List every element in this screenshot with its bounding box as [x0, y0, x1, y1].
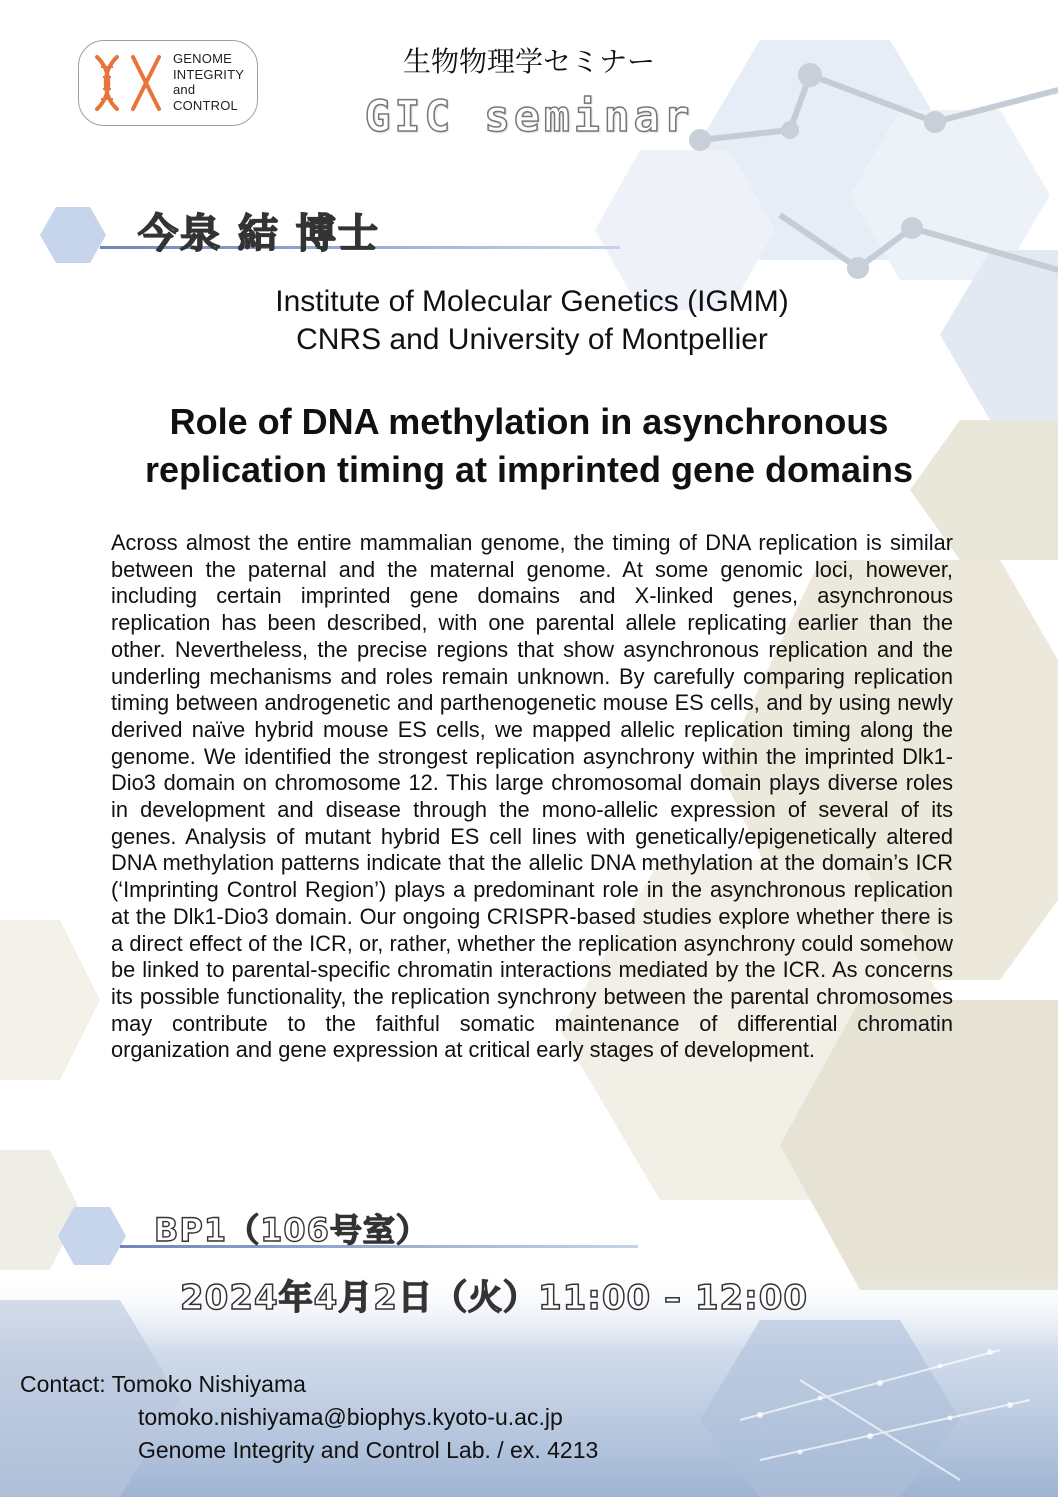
speaker-name: 今泉 結 博士	[138, 211, 380, 257]
logo-line: GENOME	[173, 51, 232, 66]
hexagon-bullet-icon	[38, 205, 108, 265]
seminar-title-jp: 生物物理学セミナー	[402, 45, 655, 78]
contact-lab: Genome Integrity and Control Lab. / ex. 4213	[138, 1437, 599, 1463]
logo-line: CONTROL	[173, 97, 238, 113]
affiliation-line: Institute of Molecular Genetics (IGMM)	[275, 285, 789, 318]
contact-block	[20, 1368, 598, 1467]
affiliation-line: CNRS and University of Montpellier	[296, 323, 768, 356]
talk-title	[90, 398, 968, 494]
contact-person: Contact: Tomoko Nishiyama	[20, 1371, 306, 1397]
event-venue: BP1（106号室）	[154, 1211, 429, 1249]
hexagon-bullet-icon	[56, 1205, 128, 1267]
talk-title-line: replication timing at imprinted gene domains	[144, 449, 914, 490]
logo-line: and	[173, 82, 196, 97]
talk-abstract: Across almost the entire mammalian genome, the timing of DNA replication is similar between the paternal and the maternal genome. At some genomic loci, however, including certain imprinted gene domains and X-linked genes, asynchronous replication has been described, with one parental allele replicating earlier than the other. Nevertheless, the precise regions that show asynchronous replication and the underling mechanisms and roles remain unknown. By carefully comparing replication timing between androgenetic and parthenogenetic mouse ES cells, and by using newly derived naïve hybrid mouse ES cells, we mapped allelic replication timing along the genome. We identified the strongest replication asynchrony within the imprinted Dlk1-Dio3 domain on chromosome 12. This large chromosomal domain plays diverse roles in development and disease through the mono-allelic expression of several of its genes. Analysis of mutant hybrid ES cell lines with genetically/epigenetically altered DNA methylation patterns indicate that the allelic DNA methylation at the domain’s ICR (‘Imprinting Control Region’) plays a predominant role in the asynchronous replication at the Dlk1-Dio3 domain. Our ongoing CRISPR-based studies explore whether there is a direct effect of the ICR, or, rather, whether the replication asynchrony could somehow be linked to parental-specific chromatin interactions mediated by the ICR. As concerns its possible functionality, the replication synchrony between the parental chromosomes may contribute to the faithful somatic maintenance of differential chromatin organization and gene expression at critical early stages of development.	[111, 530, 953, 1063]
seminar-title-en: GIC seminar	[364, 92, 694, 142]
logo-line: INTEGRITY	[173, 66, 245, 82]
contact-email[interactable]: tomoko.nishiyama@biophys.kyoto-u.ac.jp	[138, 1404, 563, 1430]
speaker-affiliation	[0, 283, 1058, 359]
talk-title-line: Role of DNA methylation in asynchronous	[169, 401, 889, 442]
event-datetime: 2024年4月2日（火）11:00 – 12:00	[180, 1278, 809, 1318]
